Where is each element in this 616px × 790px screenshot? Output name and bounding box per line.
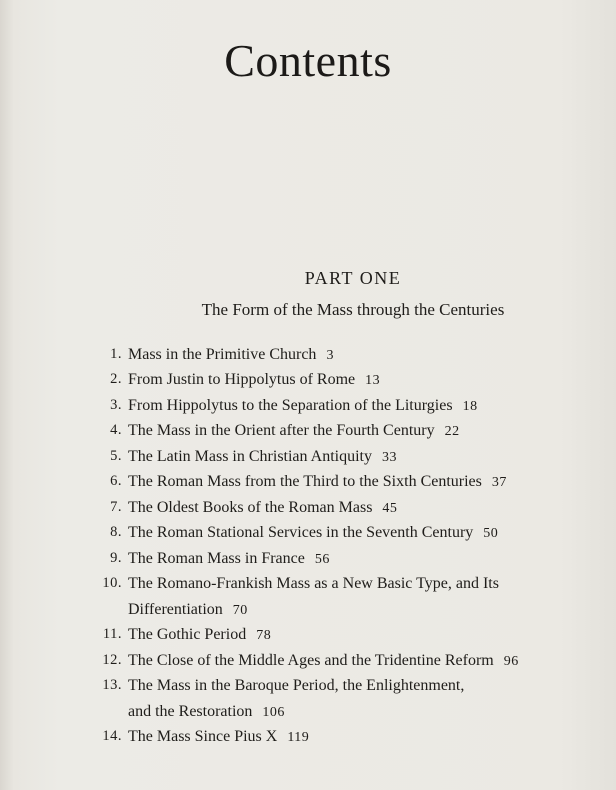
- entry-page-number: 3: [326, 348, 334, 363]
- entry-page-number: 96: [503, 653, 519, 669]
- entry-title: The Romano-Frankish Mass as a New Basic Type, and Its Differentiation: [128, 575, 499, 618]
- entry-title: Mass in the Primitive Church: [128, 346, 317, 363]
- toc-entry-5: [0, 444, 616, 470]
- toc-entry-11: [0, 622, 616, 648]
- entry-page-number: 13: [365, 373, 381, 388]
- entry-title: The Roman Stational Services in the Seventh Century: [128, 524, 474, 541]
- entry-number: 5.: [110, 447, 122, 464]
- toc-entry-6: [0, 469, 616, 495]
- entry-title: From Justin to Hippolytus of Rome: [128, 371, 356, 388]
- toc-entry-12: [0, 648, 616, 674]
- entry-page-number: 45: [382, 500, 398, 516]
- entry-title: The Gothic Period: [128, 626, 247, 643]
- entry-page-number: 22: [444, 424, 460, 439]
- entry-title: The Oldest Books of the Roman Mass: [128, 498, 373, 516]
- entry-number: 9.: [110, 549, 122, 566]
- toc-entry-2: [0, 367, 616, 393]
- entry-number: 4.: [110, 422, 122, 438]
- entry-title: The Mass Since Pius X: [128, 728, 278, 745]
- entry-number: 13.: [102, 677, 122, 693]
- entry-title: The Mass in the Baroque Period, the Enlightenment, and the Restoration: [128, 677, 465, 720]
- entry-number: 1.: [110, 346, 122, 362]
- entry-page-number: 78: [256, 628, 272, 643]
- entry-number: 6.: [110, 473, 122, 489]
- entry-number: 8.: [110, 524, 122, 540]
- toc-entry-9: [0, 546, 616, 572]
- table-of-contents: [0, 342, 616, 750]
- entry-page-number: 119: [287, 730, 310, 745]
- entry-number: 14.: [102, 728, 122, 744]
- entry-page-number: 18: [462, 398, 478, 414]
- toc-entry-8: [0, 520, 616, 546]
- entry-page-number: 56: [314, 551, 330, 567]
- entry-number: 7.: [110, 498, 122, 515]
- entry-number: 11.: [102, 626, 122, 642]
- toc-entry-4: [0, 418, 616, 444]
- entry-title: The Roman Mass in France: [128, 549, 305, 567]
- entry-page-number: 106: [262, 704, 285, 720]
- toc-entry-10: [0, 571, 616, 622]
- entry-title: The Latin Mass in Christian Antiquity: [128, 447, 372, 465]
- entry-page-number: 33: [381, 449, 397, 465]
- toc-entry-7: [0, 495, 616, 521]
- part-label: PART ONE: [304, 268, 402, 288]
- entry-page-number: 37: [491, 475, 507, 490]
- toc-entry-14: [0, 724, 616, 750]
- entry-number: 10.: [102, 575, 122, 591]
- part-subtitle: The Form of the Mass through the Centuries: [201, 300, 505, 319]
- toc-entry-3: [0, 393, 616, 419]
- entry-title: From Hippolytus to the Separation of the Liturgies: [128, 396, 453, 414]
- entry-title: The Close of the Middle Ages and the Tridentine Reform: [128, 651, 494, 669]
- entry-number: 12.: [102, 651, 122, 668]
- toc-entry-1: [0, 342, 616, 367]
- entry-title: The Mass in the Orient after the Fourth Century: [128, 422, 435, 439]
- page-title: Contents: [224, 35, 392, 86]
- entry-title: The Roman Mass from the Third to the Sixth Centuries: [128, 473, 482, 490]
- entry-number: 3.: [110, 396, 122, 413]
- entry-page-number: 50: [483, 526, 499, 541]
- entry-page-number: 70: [232, 602, 248, 618]
- toc-entry-13: [0, 673, 616, 724]
- entry-number: 2.: [110, 371, 122, 387]
